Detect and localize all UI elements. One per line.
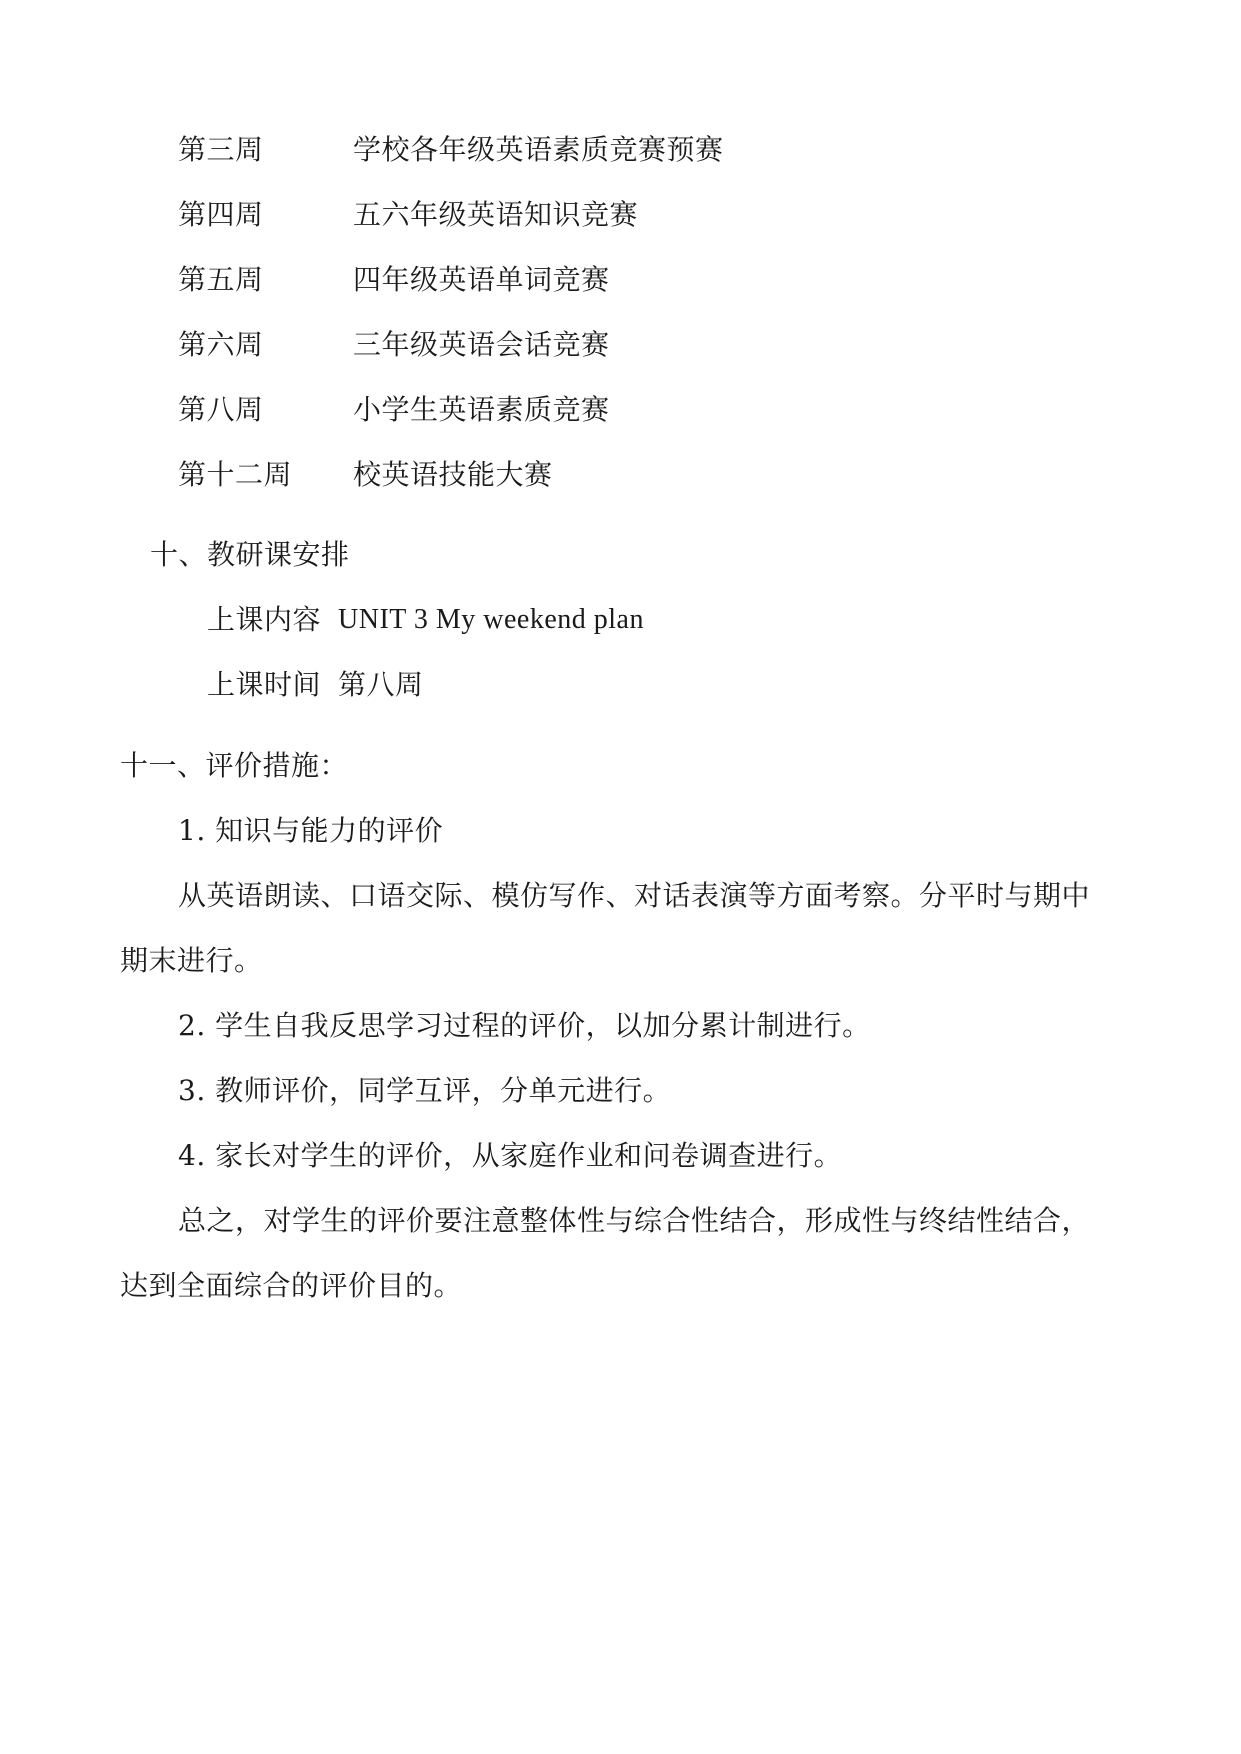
schedule-week: 第八周 (178, 393, 264, 426)
schedule-week: 第五周 (178, 263, 264, 296)
schedule-event: 校英语技能大赛 (353, 458, 553, 491)
schedule-event: 四年级英语单词竞赛 (353, 263, 610, 296)
evaluation-item-1-text-cont: 期末进行。 (120, 944, 263, 977)
evaluation-item-4: 4. 家长对学生的评价，从家庭作业和问卷调查进行。 (178, 1139, 843, 1172)
evaluation-summary-cont: 达到全面综合的评价目的。 (120, 1269, 463, 1302)
schedule-event: 三年级英语会话竞赛 (353, 328, 610, 361)
section-heading-evaluation: 十一、评价措施： (120, 749, 349, 782)
section-heading-teaching-research: 十、教研课安排 (150, 538, 350, 571)
evaluation-item-2: 2. 学生自我反思学习过程的评价，以加分累计制进行。 (178, 1009, 871, 1042)
schedule-event: 学校各年级英语素质竞赛预赛 (353, 133, 724, 166)
lesson-content-value: UNIT 3 My weekend plan (338, 604, 644, 635)
schedule-week: 第十二周 (178, 458, 293, 491)
schedule-event: 五六年级英语知识竞赛 (353, 198, 639, 231)
schedule-event: 小学生英语素质竞赛 (353, 393, 610, 426)
evaluation-item-3: 3. 教师评价，同学互评，分单元进行。 (178, 1074, 672, 1107)
schedule-week: 第六周 (178, 328, 264, 361)
evaluation-item-1-text: 从英语朗读、口语交际、模仿写作、对话表演等方面考察。分平时与期中 (178, 879, 1091, 912)
evaluation-item-1-title: 1. 知识与能力的评价 (178, 814, 444, 847)
lesson-time-label: 上课时间 (207, 668, 322, 701)
lesson-content-label: 上课内容 (207, 603, 322, 636)
schedule-week: 第三周 (178, 133, 264, 166)
lesson-time-value: 第八周 (338, 668, 424, 701)
schedule-week: 第四周 (178, 198, 264, 231)
evaluation-summary: 总之，对学生的评价要注意整体性与综合性结合，形成性与终结性结合， (178, 1204, 1091, 1237)
